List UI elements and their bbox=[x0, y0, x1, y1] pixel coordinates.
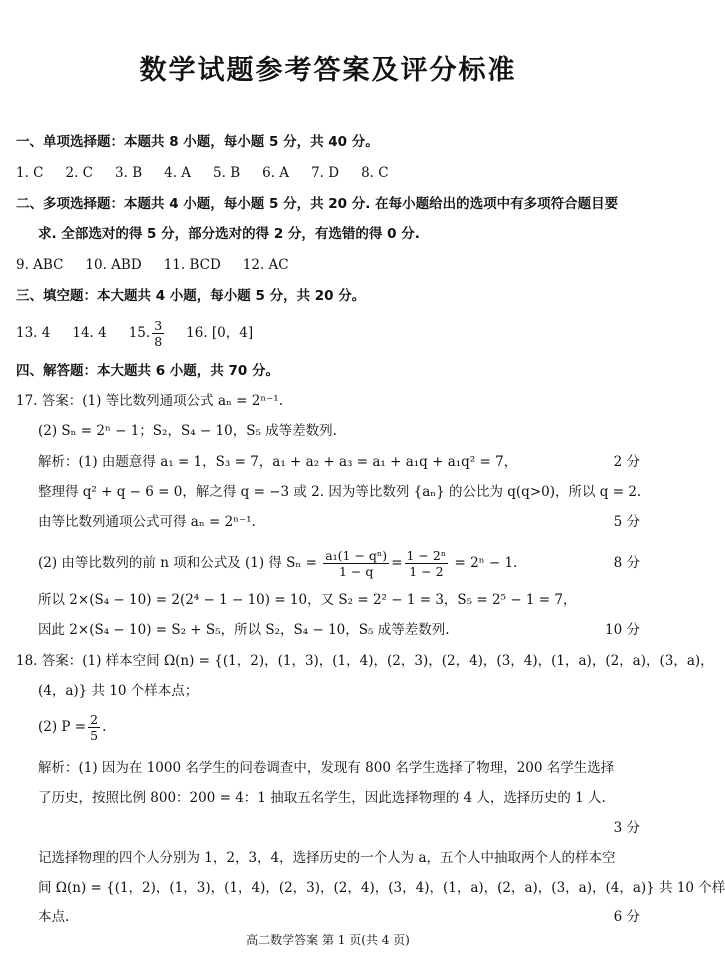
fraction-numerator: 3 bbox=[154, 318, 163, 333]
section-4-header: 四、解答题：本大题共 6 小题，共 70 分。 bbox=[16, 363, 279, 379]
fraction-numerator: 1 − 2ⁿ bbox=[406, 548, 447, 563]
answer-3: 3. B bbox=[115, 165, 143, 181]
q17-score-2: 2 分 bbox=[613, 454, 640, 470]
answer-6: 6. A bbox=[262, 165, 290, 181]
q18-fraction bbox=[88, 712, 100, 743]
answer-10: 10. ABD bbox=[85, 257, 142, 273]
answer-15-fraction bbox=[152, 318, 164, 349]
answer-16: 16. [0，4] bbox=[186, 325, 254, 341]
section-3-header: 三、填空题：本大题共 4 小题，每小题 5 分，共 20 分。 bbox=[16, 288, 366, 304]
answer-2: 2. C bbox=[65, 165, 94, 181]
page-footer: 高二数学答案 第 1 页(共 4 页) bbox=[246, 933, 410, 947]
q17-solution-line1: 解析：(1) 由题意得 a₁ = 1，S₃ = 7，a₁ + a₂ + a₃ = a₁ + a₁q + a₁q² = 7， bbox=[38, 454, 518, 470]
q18-score-6: 6 分 bbox=[613, 909, 640, 925]
answer-4: 4. A bbox=[164, 165, 192, 181]
q17-solution-line6: 因此 2×(S₄ − 10) = S₂ + S₅，所以 S₂，S₄ − 10，S₅ 成等差数列. bbox=[38, 622, 450, 638]
fraction-denominator: 1 − q bbox=[339, 564, 374, 579]
q17-solution-line4: (2) 由等比数列的前 n 项和公式及 (1) 得 Sₙ = $\frac{\text{a₁(1 − qⁿ)}}{1 - q}$ = $\frac{\text{1 − 2ⁿ}}{1 - 2}$ = 2ⁿ − 1. bbox=[38, 548, 518, 579]
fraction-numerator: a₁(1 − qⁿ) bbox=[325, 548, 388, 563]
section-2-answers bbox=[16, 255, 289, 275]
q18-solution-line3: 记选择物理的四个人分别为 1，2，3，4，选择历史的一个人为 a，五个人中抽取两个人的样本空 bbox=[38, 850, 616, 866]
page-title: 数学试题参考答案及评分标准 bbox=[139, 55, 517, 86]
q17-formula-suffix: = 2ⁿ − 1. bbox=[454, 555, 518, 571]
answer-11: 11. BCD bbox=[163, 257, 221, 273]
answer-15-label: 15. bbox=[128, 325, 151, 341]
q18-answer-1: 18. 答案：(1) 样本空间 Ω(n) = {(1，2)，(1，3)，(1，4)，(2，3)，(2，4)，(3，4)，(1，a)，(2，a)，(3，a)， bbox=[16, 653, 714, 669]
q17-answer-2: (2) Sₙ = 2ⁿ − 1；S₂，S₄ − 10，S₅ 成等差数列. bbox=[38, 423, 337, 439]
answer-14: 14. 4 bbox=[72, 325, 107, 341]
section-1-header: 一、单项选择题：本题共 8 小题，每小题 5 分，共 40 分。 bbox=[16, 134, 379, 150]
q17-answer-1: 17. 答案：(1) 等比数列通项公式 aₙ = 2ⁿ⁻¹. bbox=[16, 393, 284, 409]
fraction-denominator: 1 − 2 bbox=[409, 564, 444, 579]
q18-answer-1-cont: (4，a)} 共 10 个样本点； bbox=[38, 683, 199, 699]
q18-solution-line2: 了历史，按照比例 800：200 = 4：1 抽取五名学生，因此选择物理的 4 人，选择历史的 1 人. bbox=[38, 790, 606, 806]
q17-solution-line2: 整理得 q² + q − 6 = 0，解之得 q = −3 或 2. 因为等比数列 {aₙ} 的公比为 q(q>0)，所以 q = 2. bbox=[38, 484, 642, 500]
q17-solution-line3: 由等比数列通项公式可得 aₙ = 2ⁿ⁻¹. bbox=[38, 514, 256, 530]
q17-formula-prefix: (2) 由等比数列的前 n 项和公式及 (1) 得 Sₙ = bbox=[38, 555, 317, 571]
q18-solution-line4: 间 Ω(n) = {(1，2)，(1，3)，(1，4)，(2，3)，(2，4)，(3，4)，(1，a)，(2，a)，(3，a)，(4，a)} 共 10 个样 bbox=[38, 880, 725, 896]
answer-7: 7. D bbox=[311, 165, 340, 181]
q18-p-label: (2) P = bbox=[38, 719, 87, 735]
answer-1: 1. C bbox=[16, 165, 44, 181]
q18-solution-line1: 解析：(1) 因为在 1000 名学生的问卷调查中，发现有 800 名学生选择了物理，200 名学生选择 bbox=[38, 760, 615, 776]
section-3-answers bbox=[16, 318, 253, 349]
answer-9: 9. ABC bbox=[16, 257, 64, 273]
section-2-header-line1: 二、多项选择题：本题共 4 小题，每小题 5 分，共 20 分. 在每小题给出的选项中有多项符合题目要 bbox=[16, 196, 619, 212]
section-2-header-line2: 求. 全部选对的得 5 分，部分选对的得 2 分，有选错的得 0 分. bbox=[38, 226, 420, 242]
answer-8: 8. C bbox=[361, 165, 389, 181]
fraction-denominator: 5 bbox=[90, 728, 99, 743]
q17-solution-line5: 所以 2×(S₄ − 10) = 2(2⁴ − 1 − 10) = 10，又 S₂ = 2² − 1 = 3，S₅ = 2⁵ − 1 = 7， bbox=[38, 592, 577, 608]
fraction-numerator: 2 bbox=[90, 712, 99, 727]
section-1-answers bbox=[16, 163, 389, 183]
answer-12: 12. AC bbox=[242, 257, 289, 273]
q18-score-3: 3 分 bbox=[613, 820, 640, 836]
q17-score-10: 10 分 bbox=[605, 622, 640, 638]
q17-fraction-1 bbox=[323, 548, 389, 579]
q17-score-5: 5 分 bbox=[613, 514, 640, 530]
answer-13: 13. 4 bbox=[16, 325, 51, 341]
q17-score-8: 8 分 bbox=[613, 555, 640, 571]
q18-p-suffix: . bbox=[102, 719, 107, 735]
fraction-denominator: 8 bbox=[154, 334, 163, 349]
q18-solution-line5: 本点. bbox=[38, 909, 70, 925]
q17-fraction-2 bbox=[405, 548, 449, 579]
q18-answer-2 bbox=[38, 712, 106, 743]
answer-5: 5. B bbox=[213, 165, 241, 181]
